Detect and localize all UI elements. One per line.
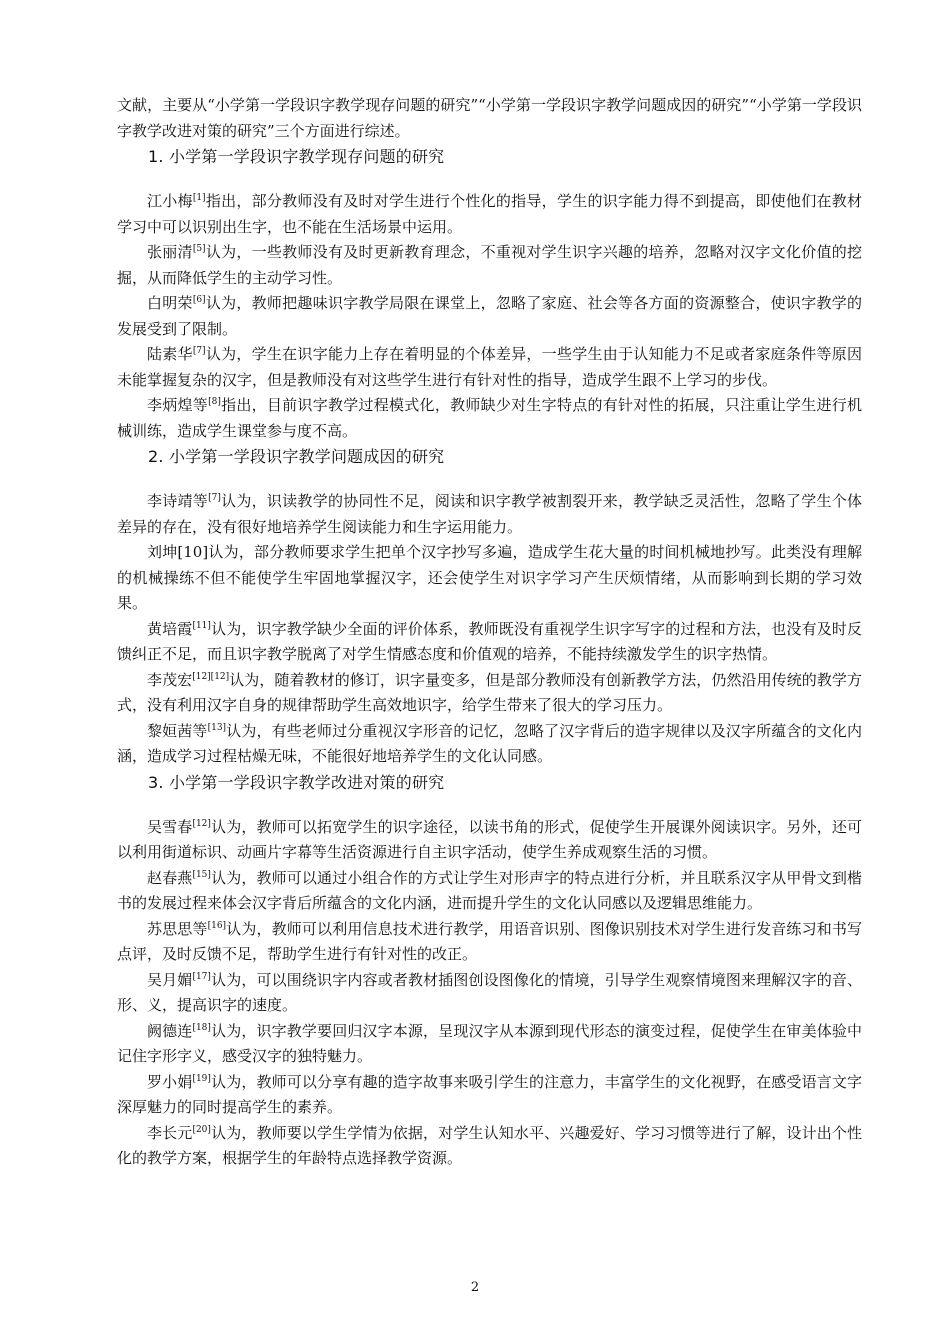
review-paragraph [117,917,862,968]
citation-ref: [5] [192,244,206,254]
author-name: 刘坤[10] [147,543,209,561]
paragraph-text: 认为，学生在识字能力上存在着明显的个体差异，一些学生由于认知能力不足或者家庭条件等原因未能掌握复杂的汉字，但是教师没有对这些学生进行有针对性的指导，造成学生跟不上学习的步伐。 [117,345,862,389]
section-3 [117,770,862,1172]
review-paragraph [117,968,862,1019]
author-name: 李茂宏 [147,670,193,689]
section-heading: 2. 小学第一学段识字教学问题成因的研究 [148,447,445,466]
page-number: 2 [470,1280,480,1295]
review-paragraph [117,489,862,540]
review-paragraph [117,1019,862,1070]
review-paragraph [117,1070,862,1121]
review-paragraph [117,1121,862,1172]
paragraph-text: 认为，随着教材的修订，识字量变多，但是部分教师没有创新教学方法，仍然沿用传统的教学方式，没有利用汉字自身的规律帮助学生高效地识字，给学生带来了很大的学习压力。 [117,670,862,714]
paragraph-text: 认为，教师可以通过小组合作的方式让学生对形声字的特点进行分析，并且联系汉字从甲骨文到楷书的发展过程来体会汉字背后所蕴含的文化内涵，进而提升学生的文化认同感以及逻辑思维能力。 [117,868,862,912]
section-1 [117,144,862,444]
paragraph-text: 指出，目前识字教学过程模式化，教师缺少对生字特点的有针对性的拓展，只注重让学生进行机械训练，造成学生课堂参与度不高。 [117,396,862,440]
author-name: 张丽清 [147,243,193,261]
author-name: 吴月媚 [147,970,193,989]
citation-ref: [12][12] [192,671,230,682]
paragraph-text: 认为，可以围绕识字内容或者教材插图创设图像化的情境，引导学生观察情境图来理解汉字的音、形、义，提高识字的速度。 [117,970,862,1014]
review-paragraph [117,719,862,770]
author-name: 苏思思等 [147,919,208,938]
citation-ref: [8] [208,397,221,407]
paragraph-text: 认为，一些教师没有及时更新教育理念，不重视对学生识字兴趣的培养，忽略对汉字文化价值的挖掘，从而降低学生的主动学习性。 [117,243,862,287]
review-paragraph [117,240,862,291]
citation-ref: [1] [192,193,206,203]
intro-paragraph: 文献，主要从“小学第一学段识字教学现存问题的研究”“小学第一学段识字教学问题成因的研究”“小学第一学段识字教学改进对策的研究”三个方面进行综述。 [117,96,862,140]
paragraph-text: 指出，部分教师没有及时对学生进行个性化的指导，学生的识字能力得不到提高，即使他们在教材学习中可以识别出生字，也不能在生活场景中运用。 [117,192,862,236]
paragraph-text: 认为，识字教学缺少全面的评价体系，教师既没有重视学生识字写字的过程和方法，也没有及时反馈纠正不足，而且识字教学脱离了对学生情感态度和价值观的培养，不能持续激发学生的识字热情。 [117,619,862,663]
citation-ref: [7] [208,493,221,503]
author-name: 赵春燕 [147,868,193,887]
author-name: 李诗靖等 [147,492,209,510]
paragraph-text: 认为，部分教师要求学生把单个汉字抄写多遍，造成学生花大量的时间机械地抄写。此类没有理解的机械操练不但不能使学生牢固地掌握汉字，还会使学生对识字学习产生厌烦情绪，从而影响到长期的学习效果。 [117,543,862,612]
review-paragraph [117,866,862,917]
citation-ref: [18] [192,1022,211,1033]
review-paragraph [117,342,862,393]
citation-ref: [19] [192,1073,211,1084]
author-name: 罗小娟 [147,1072,193,1091]
citation-ref: [12] [192,818,211,829]
review-paragraph [117,668,862,719]
review-paragraph [117,189,862,240]
section-heading: 3. 小学第一学段识字教学改进对策的研究 [148,772,445,792]
author-name: 黄培霞 [147,619,193,638]
citation-ref: [17] [192,971,211,982]
citation-ref: [11] [192,620,211,631]
citation-ref: [13] [207,722,227,733]
author-name: 陆素华 [147,345,193,363]
author-name: 李长元 [147,1123,193,1142]
paragraph-text: 认为，教师可以利用信息技术进行教学，用语音识别、图像识别技术对学生进行发音练习和书写点评，及时反馈不足，帮助学生进行有针对性的改正。 [117,919,862,963]
citation-ref: [6] [192,295,206,305]
author-name: 江小梅 [147,192,193,210]
author-name: 阙德连 [147,1021,193,1040]
paragraph-text: 认为，教师把趣味识字教学局限在课堂上，忽略了家庭、社会等各方面的资源整合，使识字教学的发展受到了限制。 [117,294,862,338]
author-name: 李炳煌等 [147,396,209,414]
review-paragraph [117,291,862,342]
review-paragraph [117,393,862,444]
author-name: 白明荣 [147,294,193,312]
page-body [117,93,862,1172]
section-2 [117,444,862,770]
paragraph-text: 认为，教师可以拓宽学生的识字途径，以读书角的形式，促使学生开展课外阅读识字。另外，还可以利用街道标识、动画片字幕等生活资源进行自主识字活动，使学生养成观察生活的习惯。 [117,817,862,861]
citation-ref: [15] [192,869,211,880]
paragraph-text: 认为，教师可以分享有趣的造字故事来吸引学生的注意力，丰富学生的文化视野，在感受语言文字深厚魅力的同时提高学生的素养。 [117,1072,862,1116]
paragraph-text: 认为，识读教学的协同性不足，阅读和识字教学被割裂开来，教学缺乏灵活性，忽略了学生个体差异的存在，没有很好地培养学生阅读能力和生字运用能力。 [117,492,862,536]
citation-ref: [16] [207,920,227,931]
review-paragraph [117,815,862,866]
review-paragraph [117,617,862,668]
section-heading: 1. 小学第一学段识字教学现存问题的研究 [148,147,445,166]
paragraph-text: 认为，教师要以学生学情为依据，对学生认知水平、兴趣爱好、学习习惯等进行了解，设计出个性化的教学方案，根据学生的年龄特点选择教学资源。 [117,1123,862,1167]
citation-ref: [7] [192,346,206,356]
citation-ref: [20] [192,1124,211,1135]
paragraph-text: 认为，识字教学要回归汉字本源，呈现汉字从本源到现代形态的演变过程，促使学生在审美体验中记住字形字义，感受汉字的独特魅力。 [117,1021,862,1065]
paragraph-text: 认为，有些老师过分重视汉字形音的记忆，忽略了汉字背后的造字规律以及汉字所蕴含的文化内涵，造成学习过程枯燥无味，不能很好地培养学生的文化认同感。 [117,721,862,765]
author-name: 吴雪春 [147,817,193,836]
author-name: 黎姮茜等 [147,721,208,740]
review-paragraph [117,540,862,617]
